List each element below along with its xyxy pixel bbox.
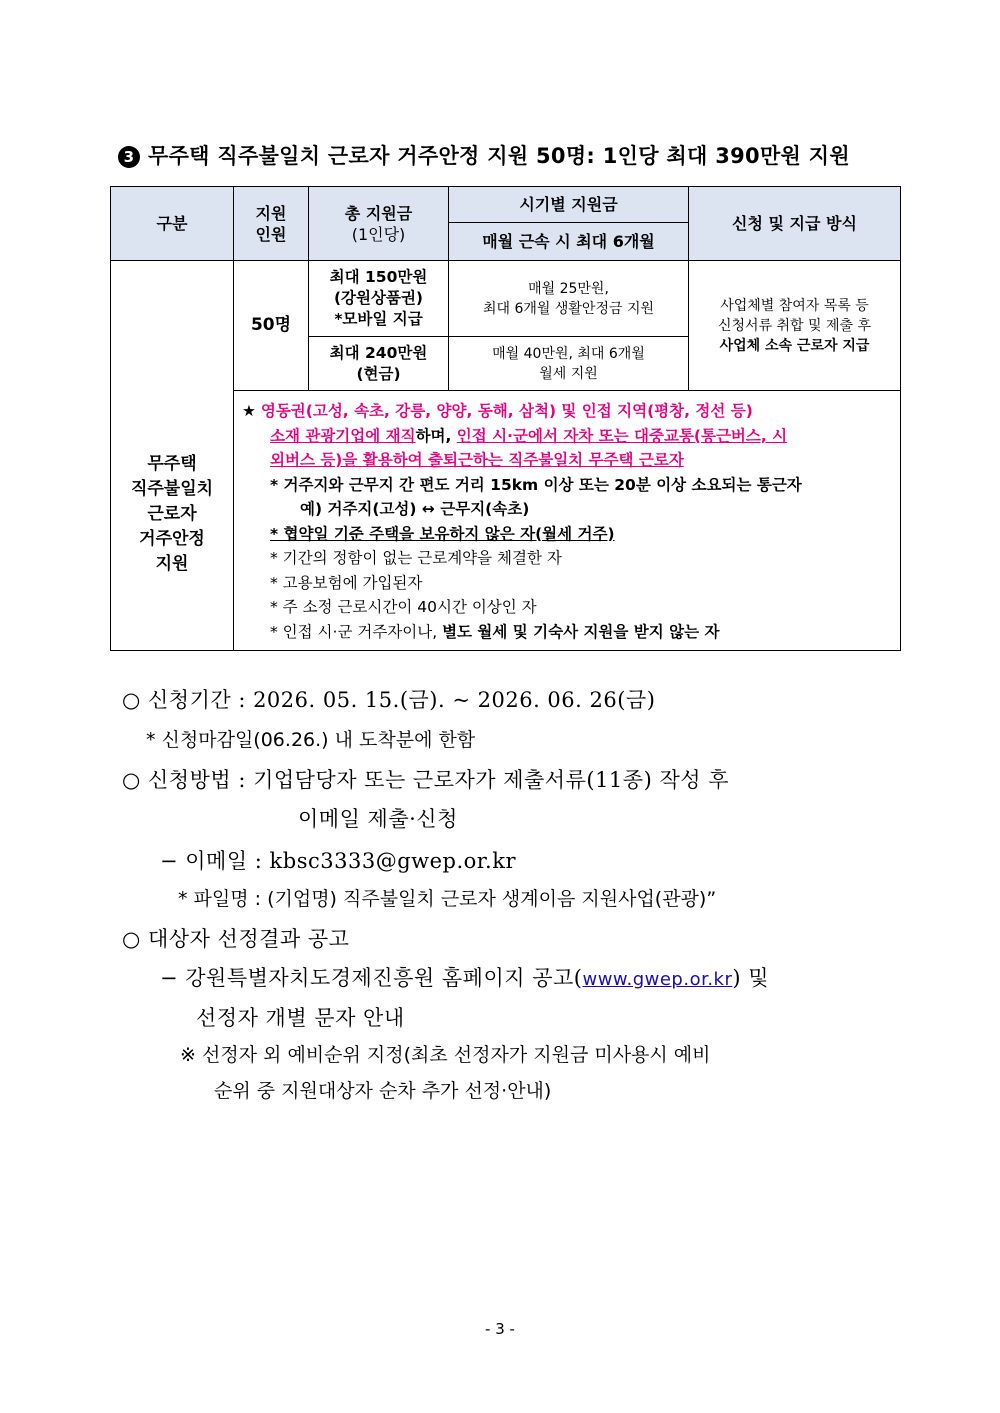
header-method: 신청 및 지급 방식	[689, 187, 901, 261]
filename-note: * 파일명 : (기업명) 직주불일치 근로자 생계이음 지원사업(관광)”	[178, 888, 717, 910]
application-period: ○ 신청기간 : 2026. 05. 15.(금). ~ 2026. 06. 26(금)	[122, 688, 656, 712]
application-method: ○ 신청방법 : 기업담당자 또는 근로자가 제출서류(11종) 작성 후	[122, 768, 729, 792]
star-icon: ★	[242, 402, 256, 420]
period-cell-2: 매월 40만원, 최대 6개월 월세 지원	[449, 337, 689, 391]
email-line: − 이메일 : kbsc3333@gwep.or.kr	[160, 849, 516, 873]
method-cell: 사업체별 참여자 목록 등 신청서류 취합 및 제출 후 사업체 소속 근로자 지급	[689, 261, 901, 391]
section-number: 3	[118, 146, 140, 168]
header-period: 시기별 지원금	[449, 187, 689, 223]
header-count: 지원 인원	[234, 187, 309, 261]
reserve-note: ※ 선정자 외 예비순위 지정(최초 선정자가 지원금 미사용시 예비	[180, 1044, 711, 1066]
reserve-note-cont: 순위 중 지원대상자 순차 추가 선정·안내)	[214, 1080, 552, 1102]
application-method-cont: 이메일 제출·신청	[298, 807, 458, 831]
header-category: 구분	[111, 187, 234, 261]
total-cell-1: 최대 150만원 (강원상품권) *모바일 지급	[309, 261, 449, 337]
category-cell: 무주택 직주불일치 근로자 거주안정 지원	[111, 261, 234, 651]
section-title: 무주택 직주불일치 근로자 거주안정 지원 50명: 1인당 최대 390만원 지원	[148, 144, 850, 168]
section-heading	[118, 140, 850, 170]
total-cell-2: 최대 240만원 (현금)	[309, 337, 449, 391]
header-period-sub: 매월 근속 시 최대 6개월	[449, 223, 689, 261]
page-number: - 3 -	[485, 1320, 515, 1338]
homepage-link[interactable]: www.gwep.or.kr	[582, 969, 733, 990]
eligibility-cell: ★ 영동권(고성, 속초, 강릉, 양양, 동해, 삼척) 및 인접 지역(평창, 정선 등) 소재 관광기업에 재직하며, 인접 시·군에서 자차 또는 대중교통(통근버스, 시 외버스 등)을 활용하여 출퇴근하는 직주불일치 무주택 근로자 * 거주지와 근무지 간 편도 거리 15km 이상 또는 20분 이상 소요되는 통근자 예) 거주지(고성) ↔ 근무지(속초) * 협약일 기준 주택을 보유하지 않은 자(월세 거주) * 기간의 정함이 없는 근로계약을 체결한 자 * 고용보험에 가입된자 * 주 소정 근로시간이 40시간 이상인 자 * 인접 시·군 거주자이나, 별도 월세 및 기숙사 지원을 받지 않는 자	[234, 391, 901, 651]
result-heading: ○ 대상자 선정결과 공고	[122, 927, 350, 951]
notice-line-cont: 선정자 개별 문자 안내	[196, 1006, 405, 1030]
notice-line: − 강원특별자치도경제진흥원 홈페이지 공고(www.gwep.or.kr) 및	[160, 966, 770, 990]
header-total: 총 지원금 (1인당)	[309, 187, 449, 261]
support-table	[110, 186, 901, 651]
period-cell-1: 매월 25만원, 최대 6개월 생활안정금 지원	[449, 261, 689, 337]
count-cell: 50명	[234, 261, 309, 391]
period-note: * 신청마감일(06.26.) 내 도착분에 한함	[146, 729, 476, 751]
